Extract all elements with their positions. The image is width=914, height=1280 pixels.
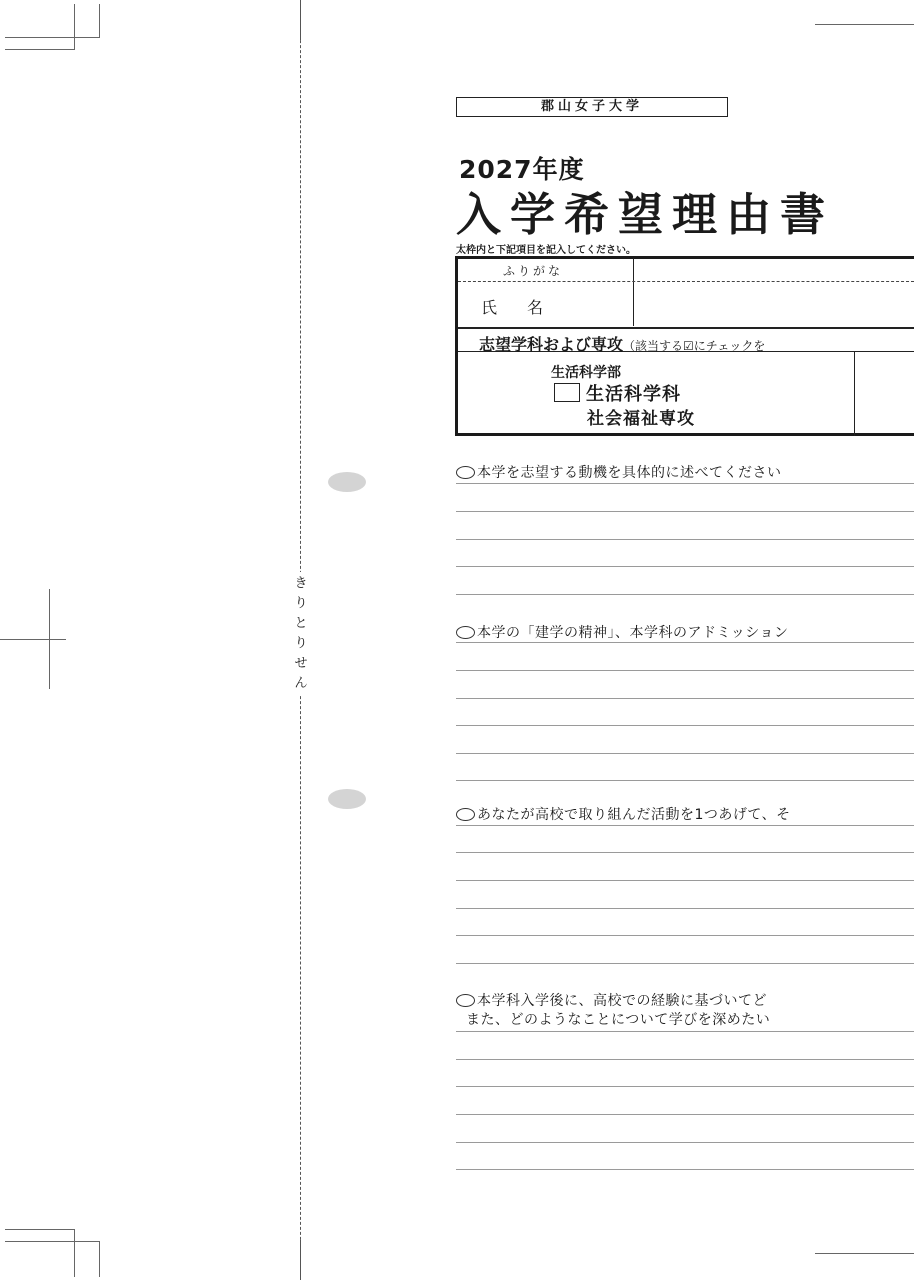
furigana-divider bbox=[458, 281, 914, 282]
name-label: 氏 名 bbox=[481, 298, 548, 317]
name-column-divider bbox=[633, 258, 634, 326]
crop-mark bbox=[49, 589, 50, 689]
crop-mark bbox=[74, 4, 75, 50]
answer-line[interactable] bbox=[456, 935, 914, 936]
cut-line-solid-top bbox=[300, 0, 301, 40]
answer-line[interactable] bbox=[456, 1142, 914, 1143]
answer-line[interactable] bbox=[456, 698, 914, 699]
answer-line[interactable] bbox=[456, 594, 914, 595]
question-4-line-2: また、どのようなことについて学びを深めたい bbox=[466, 1012, 771, 1028]
cut-line-label: き り と り せ ん bbox=[289, 572, 313, 696]
answer-line[interactable] bbox=[456, 780, 914, 781]
answer-line[interactable] bbox=[456, 483, 914, 484]
crop-mark bbox=[5, 1229, 75, 1230]
dept-header: 志望学科および専攻（該当する☑にチェックを bbox=[479, 335, 766, 354]
crop-mark bbox=[5, 37, 100, 38]
bullet-circle-icon bbox=[456, 994, 475, 1007]
question-1: 本学を志望する動機を具体的に述べてください bbox=[456, 462, 782, 482]
major-checkbox[interactable] bbox=[554, 383, 580, 402]
punch-hole bbox=[328, 789, 366, 809]
answer-line[interactable] bbox=[456, 1086, 914, 1087]
answer-line[interactable] bbox=[456, 1169, 914, 1170]
crop-mark bbox=[5, 1241, 100, 1242]
course-label: 社会福祉専攻 bbox=[587, 409, 695, 429]
bullet-circle-icon bbox=[456, 808, 475, 821]
dept-column-divider bbox=[854, 352, 855, 436]
name-field[interactable] bbox=[636, 283, 914, 326]
crop-mark bbox=[815, 24, 914, 25]
question-2: 本学の「建学の精神」、本学科のアドミッション bbox=[456, 622, 788, 642]
answer-line[interactable] bbox=[456, 908, 914, 909]
crop-mark bbox=[5, 49, 75, 50]
answer-line[interactable] bbox=[456, 566, 914, 567]
answer-line[interactable] bbox=[456, 511, 914, 512]
question-4: 本学科入学後に、高校での経験に基づいてど bbox=[456, 990, 767, 1010]
answer-line[interactable] bbox=[456, 825, 914, 826]
bullet-circle-icon bbox=[456, 466, 475, 479]
crop-mark bbox=[99, 4, 100, 38]
question-3: あなたが高校で取り組んだ活動を1つあげて、そ bbox=[456, 804, 791, 824]
page-title: 入学希望理由書 bbox=[456, 188, 835, 241]
answer-line[interactable] bbox=[456, 539, 914, 540]
furigana-field[interactable] bbox=[636, 259, 914, 280]
answer-line[interactable] bbox=[456, 880, 914, 881]
punch-hole bbox=[328, 472, 366, 492]
crop-mark bbox=[815, 1253, 914, 1254]
university-name: 郡山女子大学 bbox=[456, 97, 728, 117]
answer-line[interactable] bbox=[456, 1059, 914, 1060]
bullet-circle-icon bbox=[456, 626, 475, 639]
answer-line[interactable] bbox=[456, 753, 914, 754]
academic-year: 2027年度 bbox=[459, 155, 585, 184]
answer-line[interactable] bbox=[456, 1114, 914, 1115]
answer-line[interactable] bbox=[456, 725, 914, 726]
answer-line[interactable] bbox=[456, 852, 914, 853]
faculty-label: 生活科学部 bbox=[551, 365, 621, 381]
instruction-text: 太枠内と下記項目を記入してください。 bbox=[456, 245, 636, 256]
answer-line[interactable] bbox=[456, 963, 914, 964]
major-label: 生活科学科 bbox=[586, 384, 681, 405]
answer-line[interactable] bbox=[456, 642, 914, 643]
name-row-divider bbox=[458, 327, 914, 329]
crop-mark bbox=[99, 1241, 100, 1277]
furigana-label: ふりがな bbox=[503, 264, 564, 278]
crop-mark bbox=[0, 639, 66, 640]
cut-line-solid-bottom bbox=[300, 1240, 301, 1280]
answer-line[interactable] bbox=[456, 1031, 914, 1032]
crop-mark bbox=[74, 1229, 75, 1277]
answer-line[interactable] bbox=[456, 670, 914, 671]
